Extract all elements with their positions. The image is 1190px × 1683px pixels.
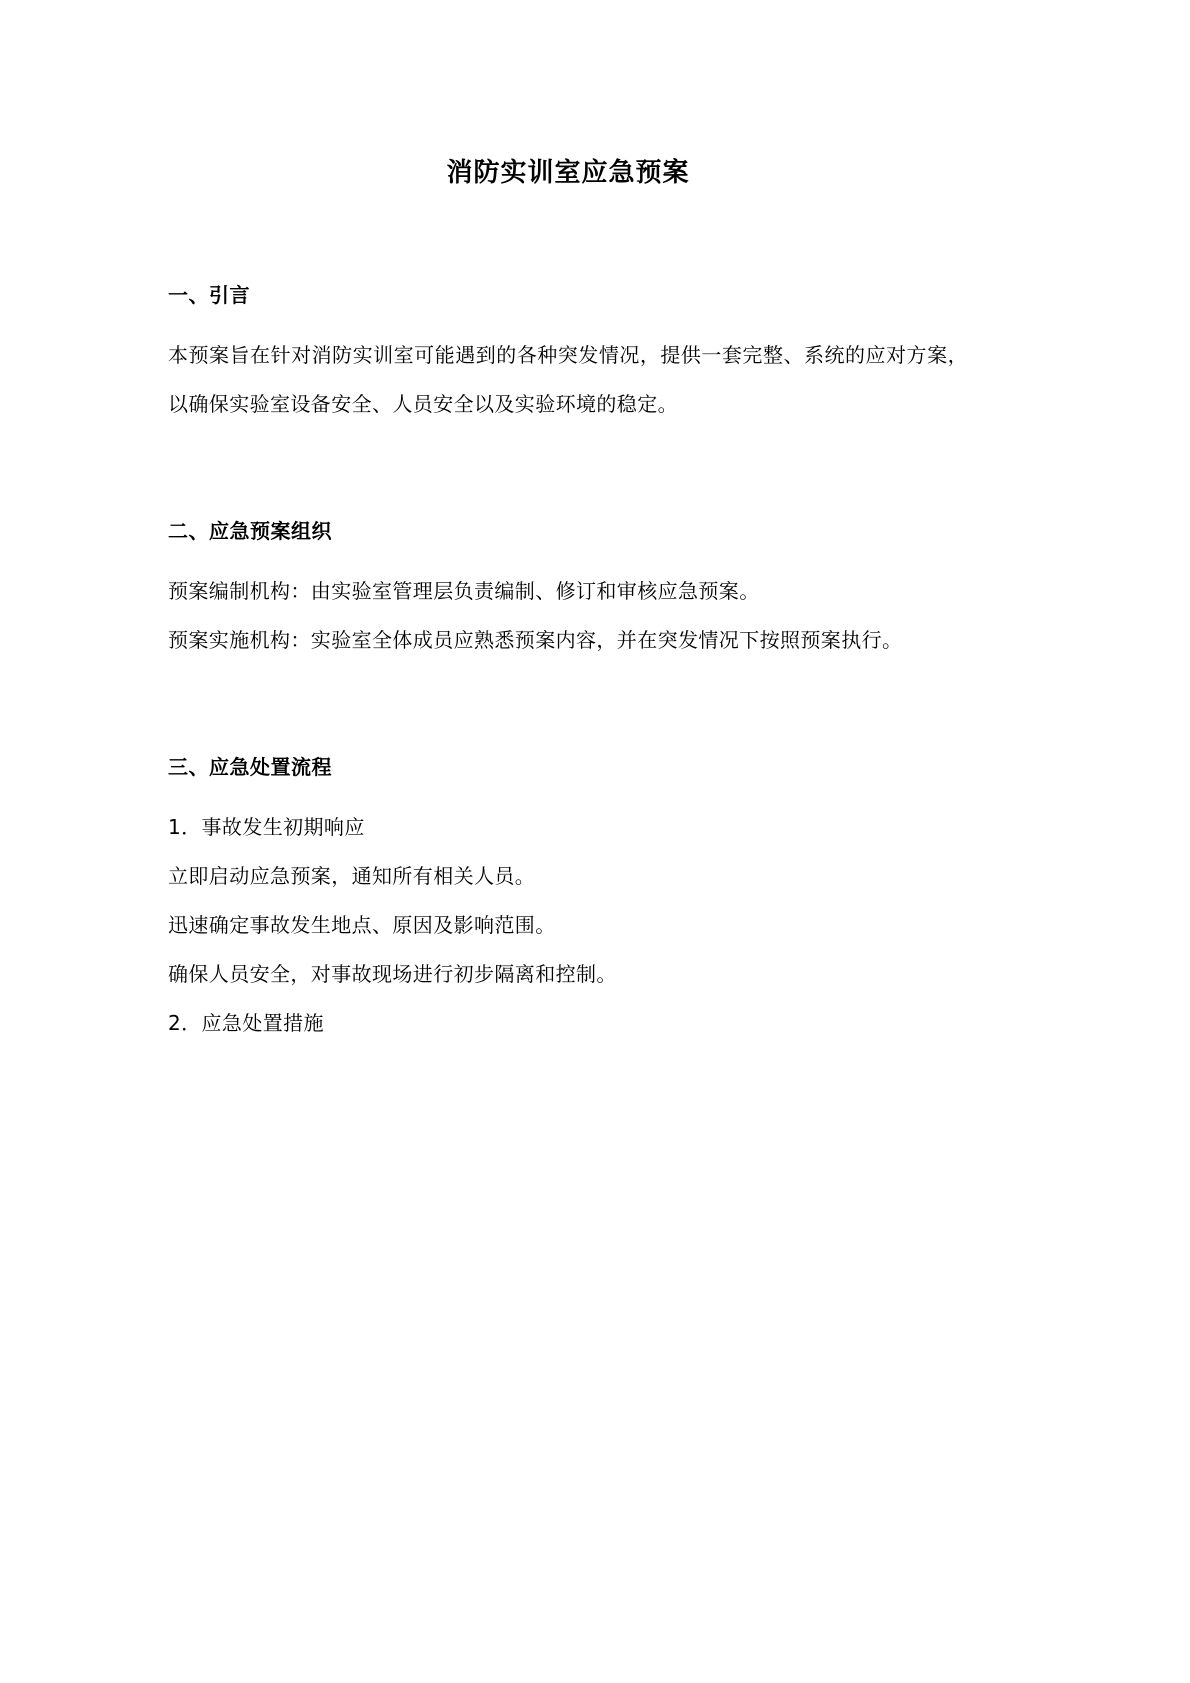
section-paragraph: 1．事故发生初期响应 [168, 815, 365, 840]
section-spacer [168, 665, 968, 751]
section-introduction [168, 279, 968, 429]
section-paragraph: 确保人员安全，对事故现场进行初步隔离和控制。 [168, 962, 617, 987]
section-organization [168, 515, 968, 665]
page-title: 消防实训室应急预案 [446, 158, 690, 188]
section-heading: 二、应急预案组织 [168, 519, 332, 544]
section-spacer [168, 429, 968, 515]
heading-spacer [168, 547, 968, 567]
section-paragraph: 2．应急处置措施 [168, 1011, 324, 1036]
title-spacer [168, 191, 968, 279]
heading-spacer [168, 783, 968, 803]
section-paragraph: 本预案旨在针对消防实训室可能遇到的各种突发情况，提供一套完整、系统的应对方案，以确保实验室设备安全、人员安全以及实验环境的稳定。 [168, 343, 968, 417]
section-heading: 一、引言 [168, 283, 250, 308]
section-procedure [168, 751, 968, 1048]
section-heading: 三、应急处置流程 [168, 755, 332, 780]
section-paragraph: 迅速确定事故发生地点、原因及影响范围。 [168, 913, 556, 938]
section-paragraph: 预案编制机构：由实验室管理层负责编制、修订和审核应急预案。 [168, 579, 760, 604]
section-paragraph: 预案实施机构：实验室全体成员应熟悉预案内容，并在突发情况下按照预案执行。 [168, 628, 903, 653]
heading-spacer [168, 311, 968, 331]
section-paragraph: 立即启动应急预案，通知所有相关人员。 [168, 864, 536, 889]
document-content [168, 0, 968, 1048]
